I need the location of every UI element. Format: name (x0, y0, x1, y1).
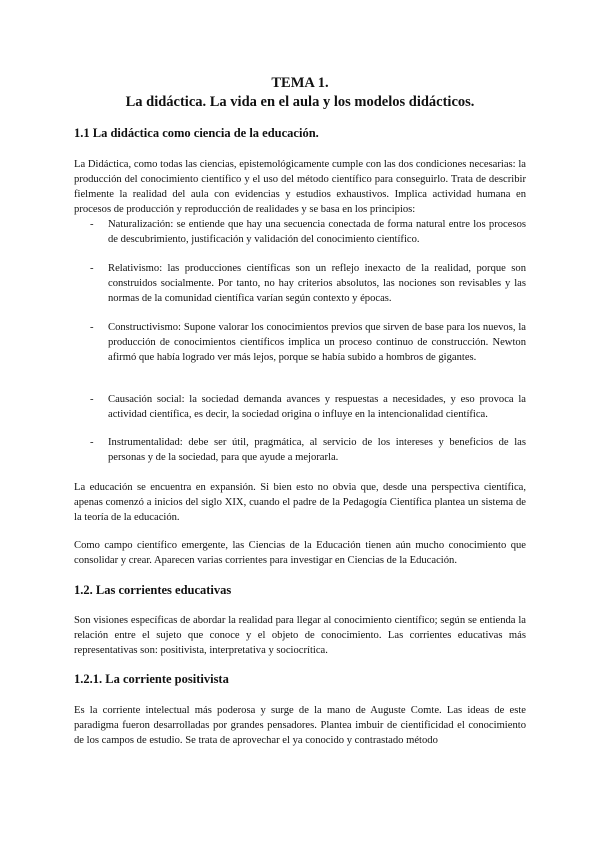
principle-text: Naturalización: se entiende que hay una secuencia conectada de forma natural entre los procesos de descubrimiento, justificación y validación del conocimiento científico. (108, 219, 526, 245)
principle-text: Instrumentalidad: debe ser útil, pragmática, al servicio de los intereses y beneficios de las personas y de la sociedad, para que ayude a mejorarla. (108, 437, 526, 463)
section-heading-1-2-1: 1.2.1. La corriente positivista (74, 672, 229, 686)
section-1-2-paragraph: Son visiones específicas de abordar la realidad para llegar al conocimiento científico; según se entienda la relación entre el sujeto que conoce y el objeto de conocimiento. Las corrientes educativas más representativas son: positivista, interpretativa y sociocrítica. (74, 615, 526, 656)
bullet-dash: - (90, 394, 94, 405)
principle-text: Constructivismo: Supone valorar los conocimientos previos que sirven de base para los nuevos, la producción de conocimientos científicos implica un proceso continuo de construcción. Newton afirmó que había logrado ver más lejos, porque se había subido a hombros de gigantes. (108, 322, 526, 363)
principle-text: Causación social: la sociedad demanda avances y respuestas a necesidades, y eso provoca la actividad científica, es decir, la sociedad origina o influye en la intencionalidad científica. (108, 394, 526, 420)
section-heading-1-1: 1.1 La didáctica como ciencia de la educación. (74, 126, 319, 140)
principle-text: Relativismo: las producciones científicas son un reflejo inexacto de la realidad, porque son construidos socialmente. Por tanto, no hay criterios absolutos, las nociones son revisables y las normas de la comunidad científica varían según contexto y épocas. (108, 263, 526, 304)
topic-title: TEMA 1. (271, 75, 329, 91)
expansion-paragraph: La educación se encuentra en expansión. Si bien esto no obvia que, desde una perspectiva científica, apenas comenzó a inicios del siglo XIX, cuando el padre de la Pedagogía Científica plantea un sistema de la teoría de la educación. (74, 482, 526, 523)
field-paragraph: Como campo científico emergente, las Ciencias de la Educación tienen aún mucho conocimiento que consolidar y crear. Aparecen varias corrientes para investigar en Ciencias de la Educación. (74, 540, 526, 566)
bullet-dash: - (90, 219, 94, 230)
topic-subtitle: La didáctica. La vida en el aula y los modelos didácticos. (125, 94, 475, 110)
bullet-dash: - (90, 322, 94, 333)
intro-paragraph: La Didáctica, como todas las ciencias, epistemológicamente cumple con las dos condiciones necesarias: la producción del conocimiento científico y el uso del método científico para conseguirlo. Trata de describir fielmente la realidad del aula con evidencias y estudios exhaustivos. Implica actividad humana en procesos de producción y reproducción de realidades y se basa en los principios: (74, 159, 526, 215)
section-1-2-1-paragraph: Es la corriente intelectual más poderosa y surge de la mano de Auguste Comte. Las ideas de este paradigma fueron desarrolladas por grandes pensadores. Plantea imbuir de cientificidad el conocimiento de los campos de estudio. Se trata de aprovechar el ya conocido y contrastado método (74, 705, 526, 746)
bullet-dash: - (90, 437, 94, 448)
section-heading-1-2: 1.2. Las corrientes educativas (74, 583, 232, 597)
title-block (0, 74, 600, 112)
bullet-dash: - (90, 263, 94, 274)
